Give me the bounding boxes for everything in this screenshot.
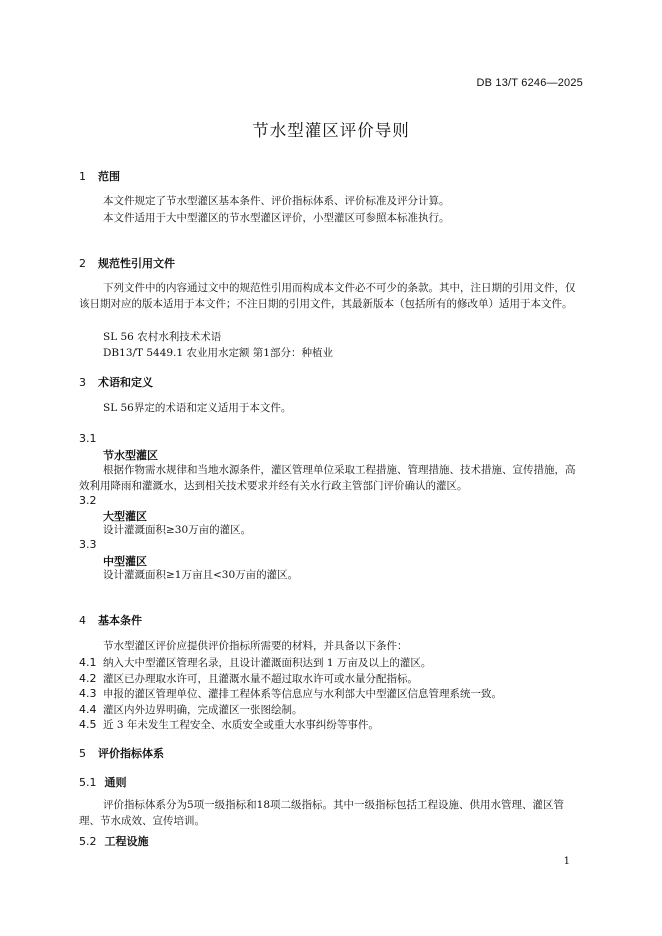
section-title: 规范性引用文件 <box>98 257 175 270</box>
condition-item <box>79 655 583 670</box>
condition-number: 4.5 <box>79 718 97 731</box>
section-number: 5.1 <box>79 776 97 789</box>
condition-text: 申报的灌区管理单位、灌排工程体系等信息应与水利部大中型灌区信息管理系统一致。 <box>103 688 502 700</box>
reference-item: DB13/T 5449.1 农业用水定额 第1部分：种植业 <box>103 347 333 359</box>
section-title: 范围 <box>98 170 120 183</box>
section-3-heading <box>79 374 153 390</box>
paragraph: 下列文件中的内容通过文中的规范性引用而构成本文件必不可少的条款。其中，注日期的引用文件，仅该日期对应的版本适用于本文件；不注日期的引用文件，其最新版本（包括所有的修改单）适用于本文件。 <box>79 282 576 311</box>
term-name: 中型灌区 <box>103 555 147 568</box>
term-number: 3.1 <box>79 432 97 445</box>
section-number: 5 <box>79 747 86 760</box>
paragraph: SL 56界定的术语和定义适用于本文件。 <box>103 402 292 414</box>
condition-item <box>79 702 583 717</box>
paragraph: 节水型灌区评价应提供评价指标所需要的材料，并具备以下条件： <box>103 640 408 652</box>
term-number: 3.3 <box>79 538 97 551</box>
condition-text: 纳入大中型灌区管理名录，且设计灌溉面积达到 1 万亩及以上的灌区。 <box>103 657 432 669</box>
condition-number: 4.4 <box>79 703 97 716</box>
section-number: 1 <box>79 170 86 183</box>
section-title: 工程设施 <box>104 835 149 848</box>
section-4-heading <box>79 612 142 628</box>
section-number: 2 <box>79 257 86 270</box>
condition-number: 4.1 <box>79 656 97 669</box>
term-definition: 设计灌溉面积≥30万亩的灌区。 <box>103 524 252 536</box>
paragraph: 本文件适用于大中型灌区的节水型灌区评价，小型灌区可参照本标准执行。 <box>103 212 450 224</box>
section-number: 4 <box>79 614 86 627</box>
condition-text: 近 3 年未发生工程安全、水质安全或重大水事纠纷等事件。 <box>103 719 379 731</box>
section-number: 3 <box>79 376 86 389</box>
term-definition: 根据作物需水规律和当地水源条件，灌区管理单位采取工程措施、管理措施、技术措施、宣传措施，高效利用降雨和灌溉水，达到相关技术要求并经有关水行政主管部门评价确认的灌区。 <box>79 464 576 493</box>
section-1-heading <box>79 168 120 184</box>
reference-item: SL 56 农村水利技术术语 <box>103 331 222 343</box>
paragraph: 评价指标体系分为5项一级指标和18项二级指标。其中一级指标包括工程设施、供用水管理、灌区管理、节水成效、宣传培训。 <box>79 799 565 828</box>
subsection-5-2-heading <box>79 833 149 849</box>
term-definition: 设计灌溉面积≥1万亩且<30万亩的灌区。 <box>103 569 299 581</box>
condition-text: 灌区已办理取水许可，且灌溉水量不超过取水许可或水量分配指标。 <box>103 673 418 685</box>
section-title: 术语和定义 <box>98 376 153 389</box>
condition-item <box>79 686 583 701</box>
condition-text: 灌区内外边界明确，完成灌区一张图绘制。 <box>103 704 303 716</box>
section-2-heading <box>79 255 175 271</box>
paragraph: 本文件规定了节水型灌区基本条件、评价指标体系、评价标准及评分计算。 <box>103 195 450 207</box>
section-title: 基本条件 <box>98 614 142 627</box>
section-5-heading <box>79 745 164 761</box>
doc-code: DB 13/T 6246—2025 <box>476 77 583 89</box>
condition-item <box>79 717 583 732</box>
page-number: 1 <box>563 856 570 867</box>
condition-item <box>79 671 583 686</box>
section-title: 通则 <box>104 776 127 789</box>
subsection-5-1-heading <box>79 774 127 790</box>
condition-number: 4.2 <box>79 672 97 685</box>
section-number: 5.2 <box>79 835 97 848</box>
condition-number: 4.3 <box>79 687 97 700</box>
term-name: 大型灌区 <box>103 510 147 523</box>
section-title: 评价指标体系 <box>98 747 164 760</box>
term-number: 3.2 <box>79 494 97 507</box>
document-title: 节水型灌区评价导则 <box>252 121 410 140</box>
term-name: 节水型灌区 <box>103 449 158 462</box>
